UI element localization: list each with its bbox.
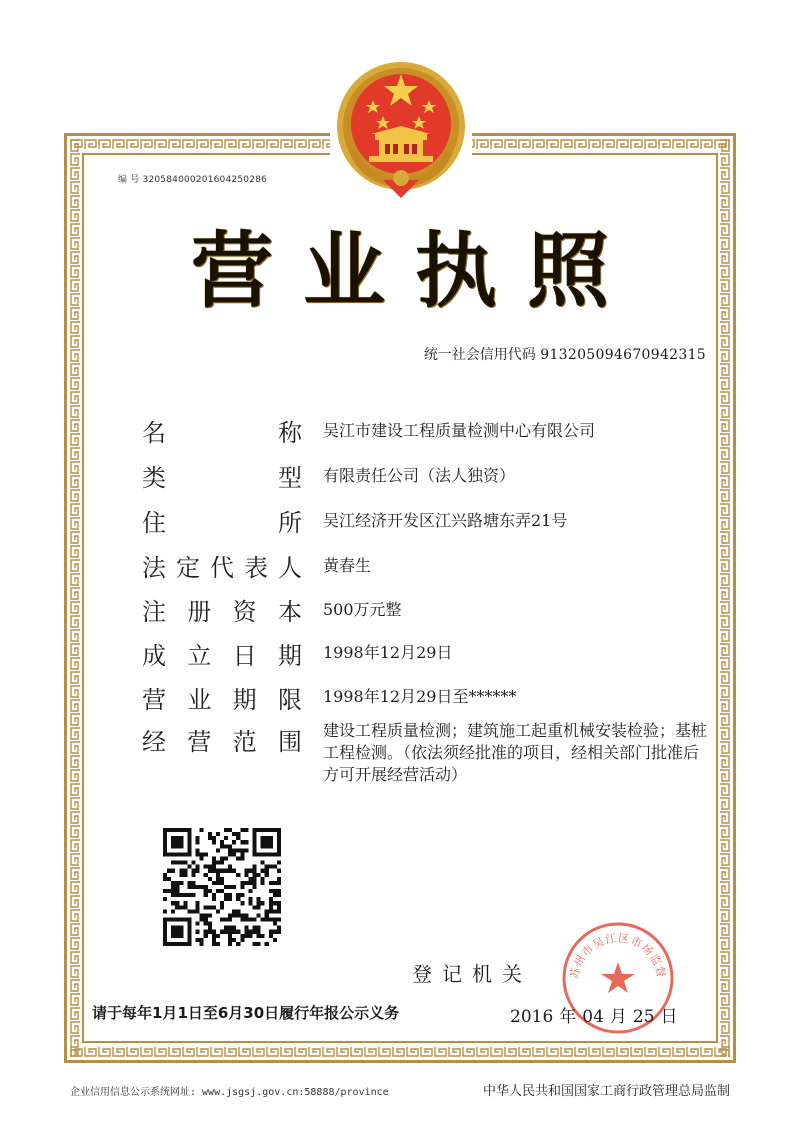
field-capital-label: 注 册 资 本: [142, 598, 302, 626]
field-name-label: 名 称: [142, 419, 302, 447]
page-title: 营业执照: [190, 224, 639, 319]
field-type-label: 类 型: [142, 464, 302, 492]
registration-authority: 登记机关: [412, 962, 532, 986]
credit-code: [424, 344, 706, 364]
field-legal-rep-value: 黄春生: [323, 556, 372, 575]
issue-day: 25: [632, 1007, 655, 1027]
seal-text: 苏州市吴江区市场监督: [567, 931, 669, 981]
serial-number: 编 号 320584000201604250286: [118, 175, 267, 185]
credit-code-value: 913205094670942315: [540, 347, 706, 363]
svg-text:苏州市吴江区市场监督管理局: [560, 920, 669, 980]
national-emblem-icon: [333, 60, 469, 200]
field-founded-value: 1998年12月29日: [323, 643, 453, 662]
field-name-value: 吴江市建设工程质量检测中心有限公司: [323, 421, 596, 440]
qr-code: [163, 828, 281, 946]
issue-year-unit: 年: [559, 1007, 577, 1027]
field-type-value: 有限责任公司（法人独资）: [323, 466, 516, 485]
field-legal-rep-label: 法 定 代 表 人: [142, 554, 302, 582]
field-address-value: 吴江经济开发区江兴路塘东弄21号: [323, 511, 568, 530]
credit-system-url: 企业信用信息公示系统网址: www.jsgsj.gov.cn:58888/province: [70, 1087, 389, 1098]
field-term-label: 营 业 期 限: [142, 686, 302, 714]
field-capital-value: 500万元整: [323, 600, 402, 619]
field-scope-label: 经 营 范 围: [142, 728, 302, 756]
annual-report-notice: 请于每年1月1日至6月30日履行年报公示义务: [92, 1004, 400, 1022]
issue-year: 2016: [510, 1007, 554, 1027]
pattern-border-bottom: [70, 1046, 730, 1057]
issue-day-unit: 日: [660, 1007, 678, 1027]
field-term-value: 1998年12月29日至******: [323, 687, 517, 706]
supervisor-note: 中华人民共和国国家工商行政管理总局监制: [482, 1084, 730, 1099]
issue-month-unit: 月: [609, 1007, 627, 1027]
issue-month: 04: [582, 1007, 604, 1027]
credit-code-label: 统一社会信用代码: [423, 347, 536, 363]
field-founded-label: 成 立 日 期: [142, 642, 302, 670]
field-scope-value: 建设工程质量检测；建筑施工起重机械安装检验；基桩工程检测。（依法须经批准的项目，经相关部门批准后方可开展经营活动）: [323, 721, 708, 784]
issue-date: [510, 1002, 684, 1027]
field-address-label: 住 所: [142, 509, 302, 537]
